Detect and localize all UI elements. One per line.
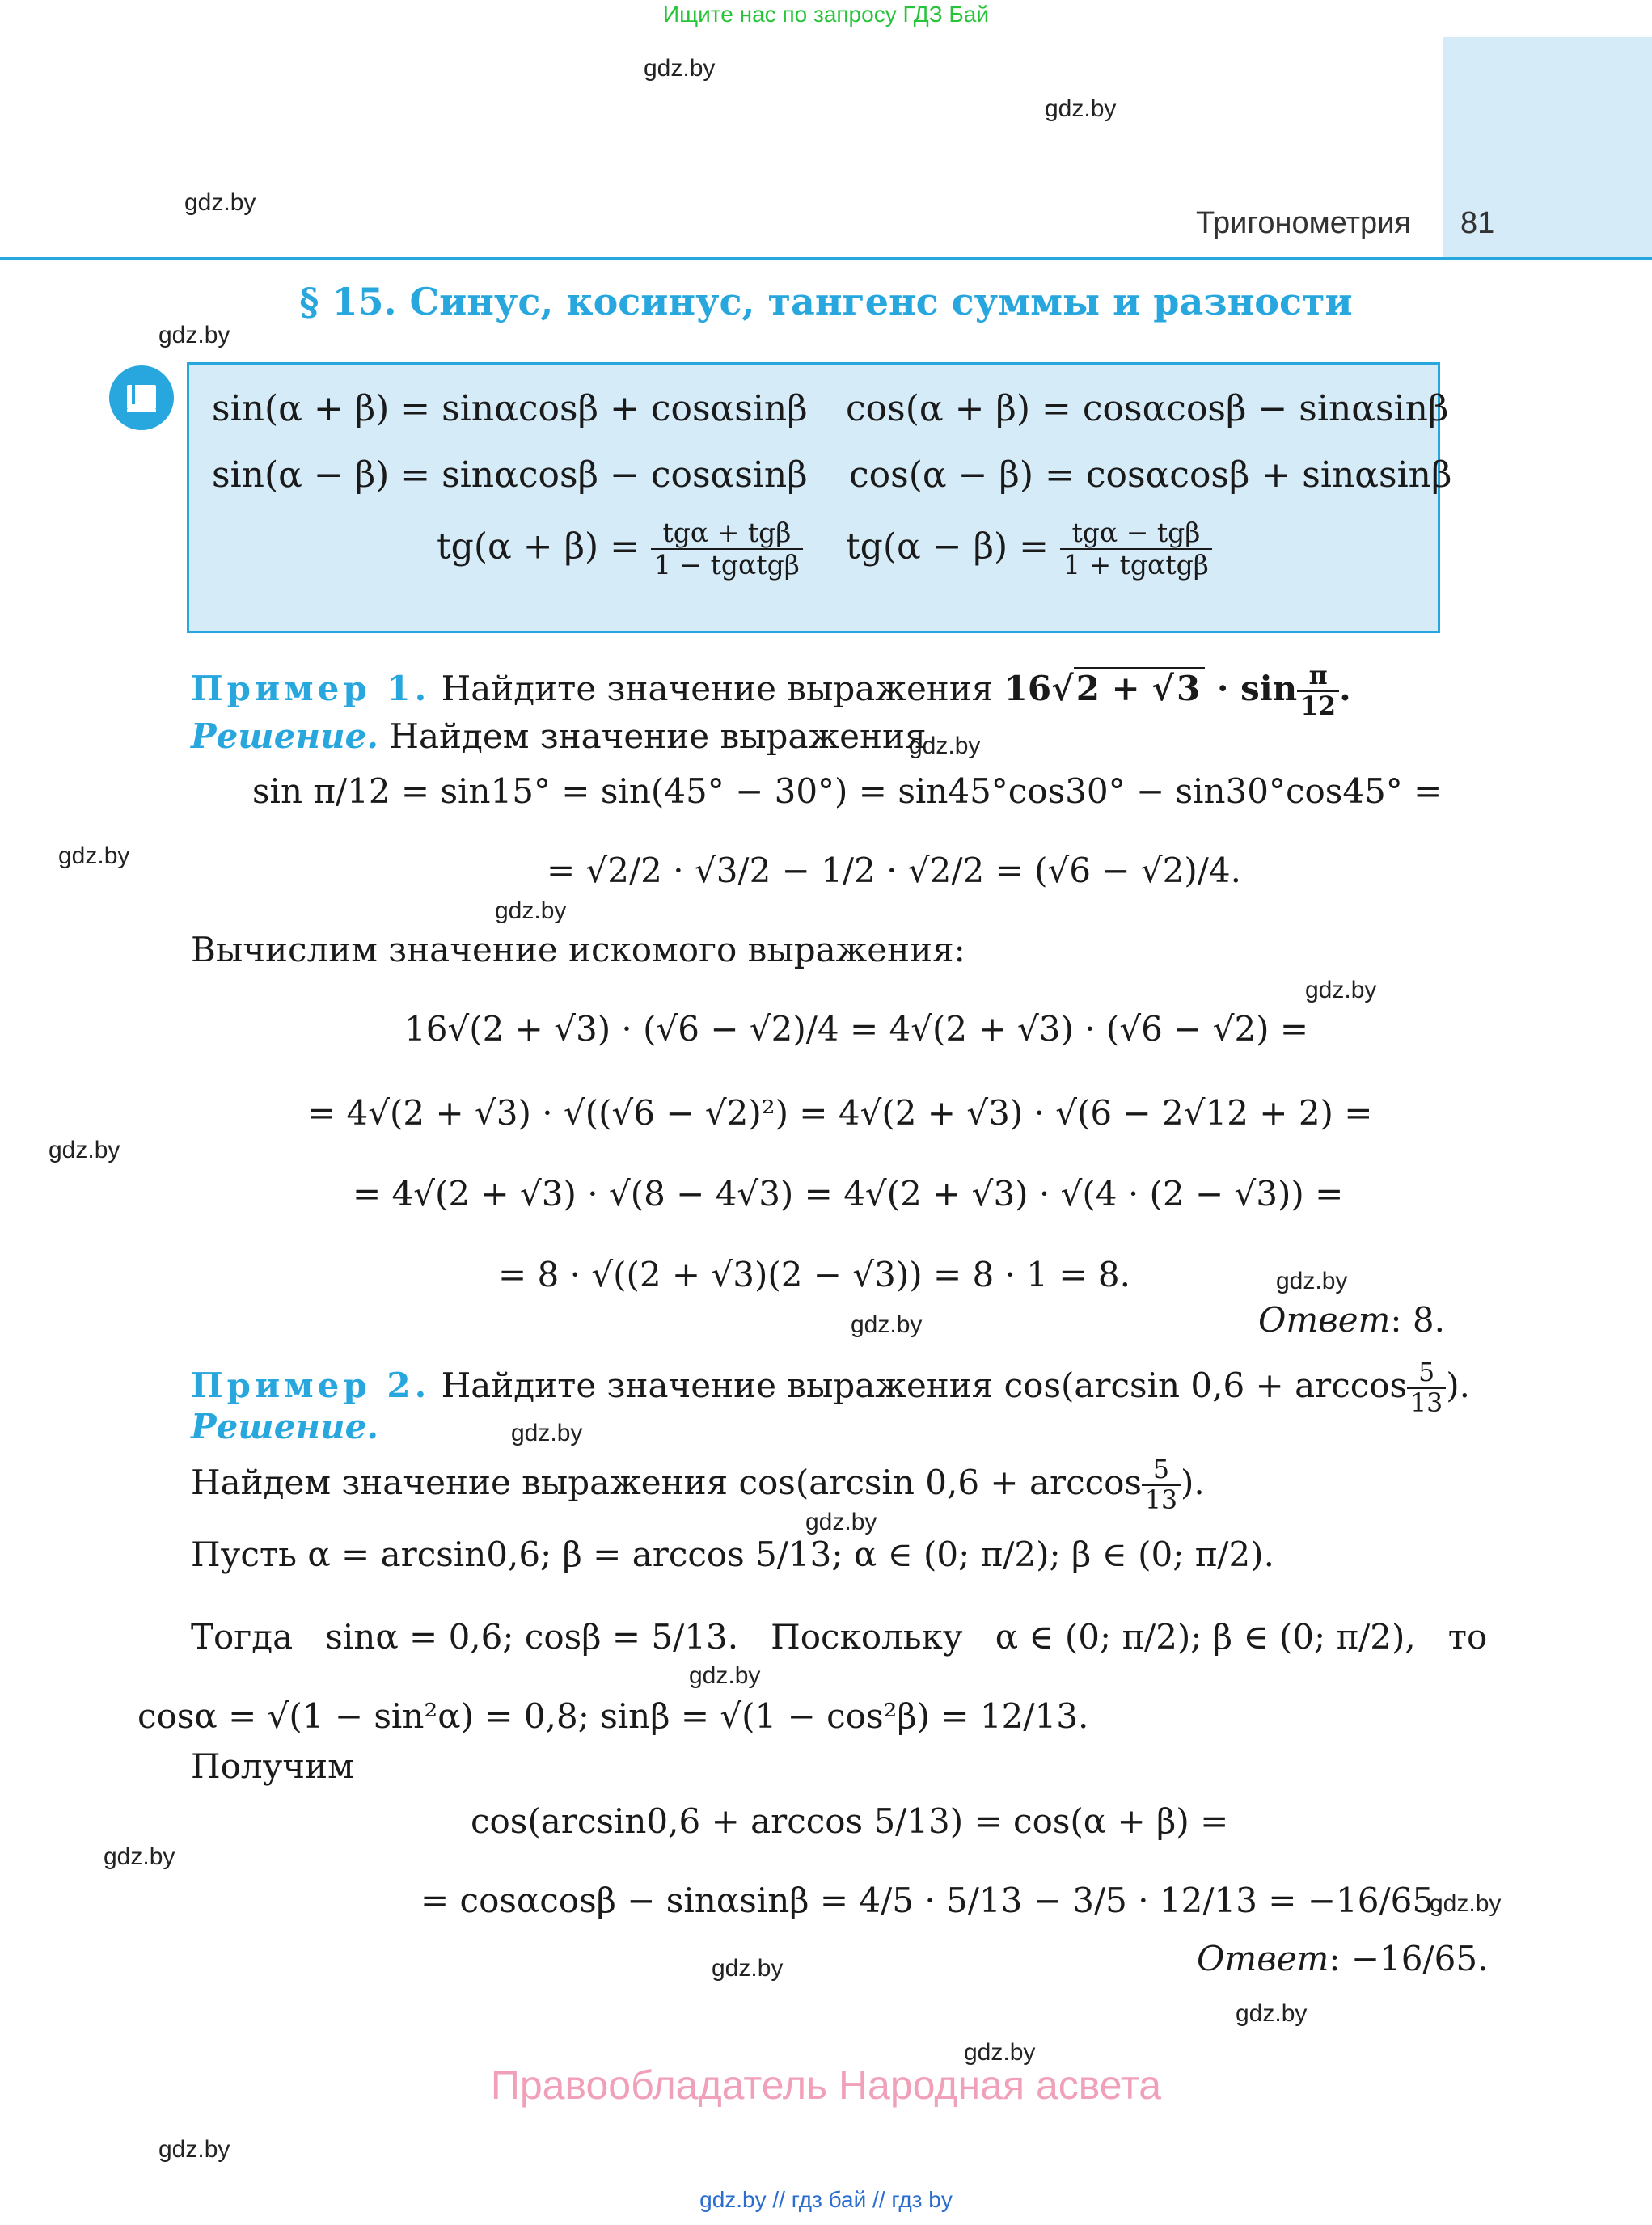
ex2-then-expression: sinα = 0,6; cosβ = 5/13. — [325, 1617, 739, 1657]
example-1-heading — [191, 661, 1351, 721]
watermark: gdz.by — [1276, 1268, 1348, 1294]
watermark: gdz.by — [964, 2039, 1036, 2066]
tg-diff-fraction — [1060, 517, 1212, 581]
ex2-let-text: Пусть — [191, 1535, 297, 1574]
ex1-calc-1: 16√(2 + √3) · (√6 − √2)/4 = 4√(2 + √3) · (√6 − √2) = — [404, 1009, 1309, 1049]
example-1-task: Найдите значение выражения — [441, 669, 994, 709]
footer-links[interactable]: gdz.by // гдз бай // гдз by — [699, 2187, 953, 2212]
watermark: gdz.by — [1305, 977, 1377, 1003]
formula-tg-diff — [846, 517, 1212, 581]
formula-sin-sum: sin(α + β) = sinαcosβ + cosαsinβ — [212, 388, 808, 429]
watermark: gdz.by — [49, 1137, 120, 1163]
running-title: Тригонометрия — [1195, 206, 1411, 240]
ex2-since-text: Поскольку — [771, 1617, 963, 1657]
ex2-then-text: Тогда — [191, 1617, 294, 1657]
tg-sum-denominator: 1 − tgαtgβ — [654, 548, 800, 581]
watermark: gdz.by — [909, 733, 981, 759]
watermark: gdz.by — [1430, 1890, 1502, 1917]
watermark: gdz.by — [104, 1843, 175, 1870]
ex2-let-expression: α = arcsin0,6; β = arccos 5/13; α ∈ (0; π/2); β ∈ (0; π/2). — [307, 1535, 1274, 1574]
formula-tg-sum — [437, 517, 803, 581]
ex1-line-2: = √2/2 · √3/2 − 1/2 · √2/2 = (√6 − √2)/4. — [547, 851, 1241, 890]
ex1-calc-2: = 4√(2 + √3) · √((√6 − √2)²) = 4√(2 + √3) · √(6 − 2√12 + 2) = — [307, 1093, 1373, 1133]
ex2-since-expression: α ∈ (0; π/2); β ∈ (0; π/2), — [995, 1617, 1416, 1657]
tg-diff-denominator: 1 + tgαtgβ — [1063, 548, 1209, 581]
watermark: gdz.by — [495, 897, 567, 924]
solution-2-label — [191, 1407, 378, 1446]
ex1-line-1: sin π/12 = sin15° = sin(45° − 30°) = sin45°cos30° − sin30°cos45° = — [252, 771, 1443, 811]
ex2-to-text: то — [1447, 1617, 1488, 1657]
example-2-heading — [191, 1358, 1470, 1418]
tg-diff-numerator: tgα − tgβ — [1060, 517, 1212, 550]
watermark: gdz.by — [184, 189, 256, 216]
ex2-cos-line: cosα = √(1 − sin²α) = 0,8; sinβ = √(1 − cos²β) = 12/13. — [137, 1696, 1089, 1736]
ex2-answer-value: : −16/65. — [1329, 1939, 1489, 1978]
ex2-result-2: = cosαcosβ − sinαsinβ = 4/5 · 5/13 − 3/5 · 12/13 = −16/65. — [420, 1881, 1445, 1920]
ex1-calc-4: = 8 · √((2 + √3)(2 − √3)) = 8 · 1 = 8. — [498, 1255, 1130, 1294]
page-number: 81 — [1460, 206, 1495, 240]
ex2-let — [191, 1535, 1274, 1574]
ex2-answer — [1197, 1939, 1488, 1978]
section-title: § 15. Синус, косинус, тангенс суммы и разности — [299, 280, 1353, 323]
tg-diff-lhs: tg(α − β) = — [846, 526, 1050, 568]
watermark: gdz.by — [805, 1509, 877, 1535]
ex2-result-1: cos(arcsin0,6 + arccos 5/13) = cos(α + β) = — [471, 1801, 1229, 1841]
ex1-answer-value: : 8. — [1390, 1300, 1445, 1340]
watermark: gdz.by — [58, 842, 130, 869]
watermark: gdz.by — [644, 55, 716, 82]
header-rule — [0, 257, 1652, 260]
watermark: gdz.by — [1236, 2000, 1308, 2027]
formula-cos-sum: cos(α + β) = cosαcosβ − sinαsinβ — [846, 388, 1449, 429]
example-1-label: Пример 1. — [191, 669, 431, 709]
watermark: gdz.by — [158, 2136, 230, 2163]
ex1-answer — [1258, 1300, 1445, 1340]
watermark: gdz.by — [511, 1420, 583, 1446]
example-1-expression: 16√2 + √3 · sin $\frac{\pi}{12}$ . — [1003, 661, 1351, 722]
watermark: gdz.by — [851, 1311, 923, 1338]
tg-sum-lhs: tg(α + β) = — [437, 526, 640, 568]
book-icon — [109, 365, 174, 430]
tg-sum-fraction — [651, 517, 803, 581]
watermark: gdz.by — [712, 1955, 784, 1982]
solution-1-line — [191, 716, 926, 756]
rights-notice: Правообладатель Народная асвета — [490, 2062, 1162, 2108]
ex1-answer-label: Ответ — [1258, 1300, 1391, 1340]
ex2-find — [191, 1455, 1205, 1515]
example-2-task: Найдите значение выражения — [441, 1366, 994, 1406]
ex2-find-text: Найдем значение выражения — [191, 1463, 729, 1503]
ex2-get-text: Получим — [191, 1746, 354, 1786]
example-2-expression: cos(arcsin 0,6 + arccos $\frac{5}{13}$ ). — [1003, 1358, 1470, 1419]
solution-2-label-text: Решение. — [191, 1407, 378, 1446]
watermark: gdz.by — [689, 1662, 761, 1689]
ex2-then — [191, 1617, 1487, 1657]
watermark: gdz.by — [1045, 95, 1117, 122]
ex1-calc-3: = 4√(2 + √3) · √(8 − 4√3) = 4√(2 + √3) · √(4 · (2 − √3)) = — [353, 1174, 1344, 1214]
formula-sin-diff: sin(α − β) = sinαcosβ − cosαsinβ — [212, 454, 808, 496]
tg-sum-numerator: tgα + tgβ — [651, 517, 803, 550]
example-2-label: Пример 2. — [191, 1366, 431, 1406]
solution-1-label: Решение. — [191, 716, 378, 756]
top-banner: Ищите нас по запросу ГДЗ Бай — [662, 2, 990, 27]
formula-cos-diff: cos(α − β) = cosαcosβ + sinαsinβ — [849, 454, 1452, 496]
solution-1-text: Найдем значение выражения — [389, 716, 927, 756]
ex2-answer-label: Ответ — [1197, 1939, 1329, 1978]
ex1-calc-text: Вычислим значение искомого выражения: — [191, 930, 965, 969]
ex2-find-expression: cos(arcsin 0,6 + arccos $\frac{5}{13}$ ). — [738, 1455, 1205, 1516]
watermark: gdz.by — [158, 322, 230, 348]
